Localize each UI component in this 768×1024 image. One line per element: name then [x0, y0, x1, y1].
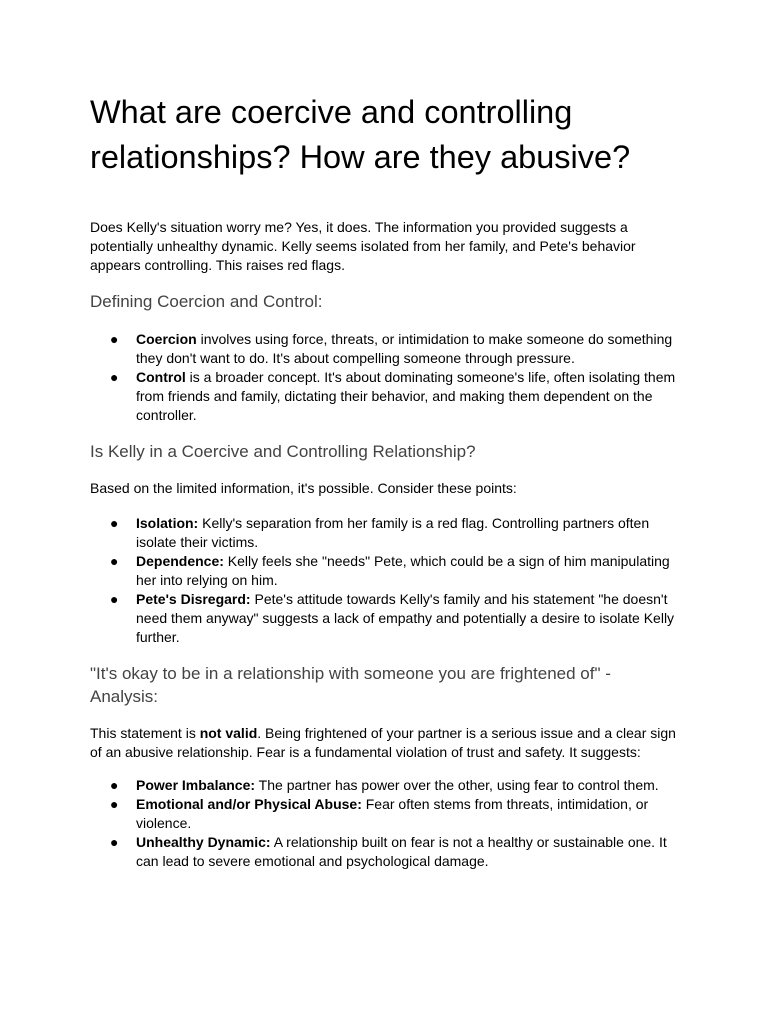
- intro-paragraph: Does Kelly's situation worry me? Yes, it does. The information you provided suggests a potentially unhealthy dynamic. Kelly seems isolated from her family, and Pete's behavior appears controlling. This raises red flags.: [90, 219, 636, 273]
- bullet-icon: ●: [110, 796, 119, 812]
- section-heading-assessment: Is Kelly in a Coercive and Controlling Relationship?: [90, 442, 476, 461]
- term-description: Pete's attitude towards Kelly's family and his statement "he doesn't need them anyway" suggests a lack of empathy and potentially a desire to isolate Kelly further.: [136, 591, 675, 645]
- term-description: Kelly feels she "needs" Pete, which could be a sign of him manipulating her into relying on him.: [136, 553, 670, 588]
- section-heading-analysis: "It's okay to be in a relationship with someone you are frightened of" - Analysis:: [90, 664, 611, 706]
- bullet-icon: ●: [110, 834, 119, 850]
- bullet-icon: ●: [110, 331, 119, 347]
- list-item: [110, 514, 680, 552]
- bullet-icon: ●: [110, 591, 119, 607]
- list-item: [110, 552, 680, 590]
- term-description: Fear often stems from threats, intimidation, or violence.: [136, 796, 649, 831]
- analysis-list: [90, 776, 680, 871]
- page-title: What are coercive and controlling relationships? How are they abusive?: [90, 94, 631, 175]
- term-label: Power Imbalance:: [136, 777, 256, 793]
- term-label: Unhealthy Dynamic:: [136, 834, 271, 850]
- list-item: [110, 368, 680, 425]
- analysis-lead: [90, 724, 680, 762]
- assessment-list: [90, 514, 680, 647]
- bullet-icon: ●: [110, 553, 119, 569]
- list-item: [110, 833, 680, 871]
- term-label: Coercion: [136, 331, 197, 347]
- definitions-list: [90, 330, 680, 425]
- term-label: Pete's Disregard:: [136, 591, 251, 607]
- assessment-lead: Based on the limited information, it's possible. Consider these points:: [90, 480, 517, 496]
- analysis-lead-end: . Being frightened of your partner is a serious issue and a clear sign of an abusive relationship. Fear is a fundamental violation of trust and safety. It suggests:: [90, 725, 676, 760]
- term-label: Isolation:: [136, 515, 199, 531]
- list-item: [110, 776, 680, 795]
- term-description: The partner has power over the other, using fear to control them.: [255, 777, 659, 793]
- analysis-verdict: not valid: [199, 725, 258, 741]
- term-label: Control: [136, 369, 186, 385]
- term-label: Dependence:: [136, 553, 224, 569]
- term-description: Kelly's separation from her family is a red flag. Controlling partners often isolate their victims.: [136, 515, 650, 550]
- bullet-icon: ●: [110, 369, 119, 385]
- list-item: [110, 590, 680, 647]
- term-description: involves using force, threats, or intimidation to make someone do something they don't want to do. It's about compelling someone through pressure.: [136, 331, 673, 366]
- analysis-lead-start: This statement is: [90, 725, 200, 741]
- term-label: Emotional and/or Physical Abuse:: [136, 796, 362, 812]
- bullet-icon: ●: [110, 777, 119, 793]
- section-heading-definitions: Defining Coercion and Control:: [90, 292, 323, 311]
- term-description: A relationship built on fear is not a healthy or sustainable one. It can lead to severe emotional and psychological damage.: [136, 834, 667, 869]
- term-description: is a broader concept. It's about dominating someone's life, often isolating them from friends and family, dictating their behavior, and making them dependent on the controller.: [136, 369, 676, 423]
- list-item: [110, 330, 680, 368]
- bullet-icon: ●: [110, 515, 119, 531]
- list-item: [110, 795, 680, 833]
